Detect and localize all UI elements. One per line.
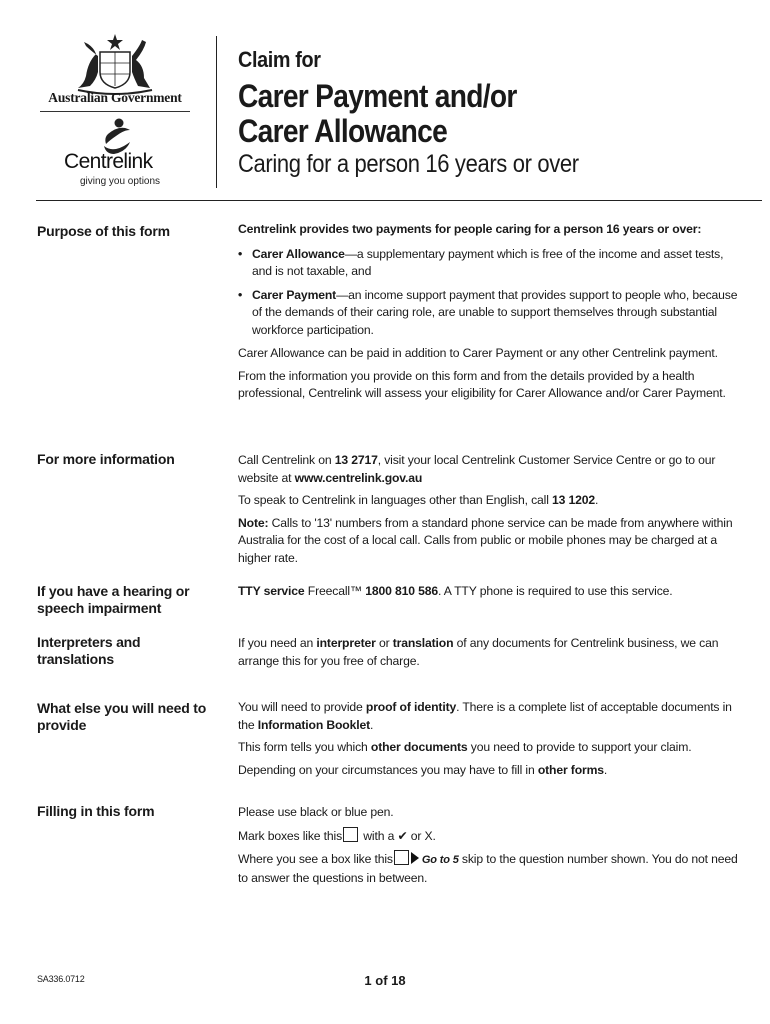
term: other documents xyxy=(370,740,468,754)
header-rule xyxy=(36,200,762,201)
go-to-label: Go to 5 xyxy=(421,854,459,866)
kangaroo-icon xyxy=(78,42,98,88)
provide-content xyxy=(238,699,738,784)
header-divider xyxy=(216,36,217,188)
text: Depending on your circumstances you may have to fill in xyxy=(238,762,538,777)
bullet-carer-allowance xyxy=(238,246,738,281)
text: or xyxy=(407,828,425,843)
filling-label: Filling in this form xyxy=(37,803,155,819)
hearing-content xyxy=(238,583,738,606)
provide-para-3 xyxy=(238,762,738,780)
purpose-intro: Centrelink provides two payments for people caring for a person 16 years or over: xyxy=(238,222,702,236)
text: with a xyxy=(360,828,398,843)
note-text: Calls to '13' numbers from a standard phone service can be made from anywhere within Australia for the cost of a local call. Calls from public or mobile phones may be charged at a higher rate. xyxy=(238,515,733,565)
cross-mark-icon: X xyxy=(424,828,433,843)
text: To speak to Centrelink in languages other than English, call xyxy=(238,493,553,507)
text: , visit your local Centrelink Customer Service Centre or go to our website at xyxy=(238,453,716,485)
filling-para-3 xyxy=(238,850,738,887)
provide-para-2 xyxy=(238,739,738,757)
purpose-label: Purpose of this form xyxy=(37,223,170,239)
more-info-para-2 xyxy=(238,492,738,510)
filling-content xyxy=(238,804,738,892)
website-link[interactable]: www.centrelink.gov.au xyxy=(294,470,423,485)
bullet-term: Carer Payment xyxy=(252,287,337,302)
purpose-para-2: From the information you provide on this form and from the details provided by a health professional, Centrelink will assess your eligibility for Carer Allowance and/or Carer Payment. xyxy=(238,368,726,400)
term: other forms xyxy=(537,762,604,777)
agency-name: Centrelink xyxy=(64,150,153,173)
emu-icon xyxy=(132,40,150,88)
more-info-label: For more information xyxy=(37,451,175,467)
interpreters-label: Interpreters and translations xyxy=(37,634,141,667)
text: Freecall™ xyxy=(304,584,366,598)
government-rule xyxy=(40,111,190,112)
interpreters-para xyxy=(238,635,738,670)
text: . A TTY phone is required to use this service. xyxy=(438,584,673,598)
text: or xyxy=(375,636,393,650)
purpose-para-1: Carer Allowance can be paid in addition to Carer Payment or any other Centrelink payment. xyxy=(238,346,718,360)
note xyxy=(238,515,738,568)
text: . There is a complete list of acceptable documents in the xyxy=(238,700,732,732)
title-line-1: Carer Payment and/or xyxy=(238,78,517,114)
text: Where you see a box like this xyxy=(238,852,393,866)
hearing-label: If you have a hearing or speech impairment xyxy=(37,583,190,616)
interpreters-content xyxy=(238,635,738,675)
filling-para-2 xyxy=(238,827,738,846)
example-checkbox xyxy=(343,827,358,842)
form-code: SA336.0712 xyxy=(37,974,85,984)
provide-para-1 xyxy=(238,699,738,734)
text: Call Centrelink on xyxy=(238,453,335,467)
tick-mark-icon: ✔ xyxy=(397,828,408,843)
government-name: Australian Government xyxy=(48,90,182,105)
text: you need to provide to support your claim. xyxy=(467,740,692,754)
title-line-2: Carer Allowance xyxy=(238,113,448,149)
text: . xyxy=(370,717,374,732)
arrow-right-icon xyxy=(411,852,419,864)
tty-label: TTY service xyxy=(238,584,305,598)
bullet-text: —a supplementary payment which is free of the income and asset tests, and is not taxable, and xyxy=(252,246,724,278)
example-box xyxy=(394,850,409,865)
more-info-para-1 xyxy=(238,452,738,487)
term: interpreter xyxy=(316,636,376,650)
phone-number: 13 1202 xyxy=(552,493,596,507)
text: of any documents for Centrelink business, we can arrange this for you free of charge. xyxy=(238,636,719,668)
more-info-content xyxy=(238,452,738,572)
phone-number: 13 2717 xyxy=(334,453,378,467)
purpose-content xyxy=(238,221,738,408)
filling-para-1: Please use black or blue pen. xyxy=(238,805,394,819)
crest-star-icon xyxy=(107,34,123,50)
bullet-text: —an income support payment that provides support to people who, because of the demands of their caring role, are unable to support themselves through substantial workforce participation. xyxy=(252,287,738,337)
page-number: 1 of 18 xyxy=(364,973,406,988)
note-label: Note: xyxy=(238,515,269,530)
term: translation xyxy=(392,636,454,650)
text: If you need an xyxy=(238,636,317,650)
text: Mark boxes like this xyxy=(238,828,343,843)
agency-tagline: giving you options xyxy=(80,176,161,187)
centrelink-swirl-icon xyxy=(104,119,130,155)
text: . xyxy=(432,828,436,843)
text: This form tells you which xyxy=(238,740,371,754)
text: You will need to provide xyxy=(238,700,366,714)
text: . xyxy=(595,493,599,507)
tty-info xyxy=(238,583,738,601)
title-claim-for: Claim for xyxy=(238,47,321,72)
text: skip to the question number shown. You do not need to answer the questions in between. xyxy=(238,852,738,885)
term: Information Booklet xyxy=(257,717,370,732)
text: . xyxy=(603,762,608,777)
term: proof of identity xyxy=(365,700,457,714)
bullet-carer-payment xyxy=(238,287,738,340)
phone-number: 1800 810 586 xyxy=(365,584,438,598)
subtitle: Caring for a person 16 years or over xyxy=(238,150,579,178)
bullet-term: Carer Allowance xyxy=(252,246,345,261)
provide-label: What else you will need to provide xyxy=(37,700,207,733)
